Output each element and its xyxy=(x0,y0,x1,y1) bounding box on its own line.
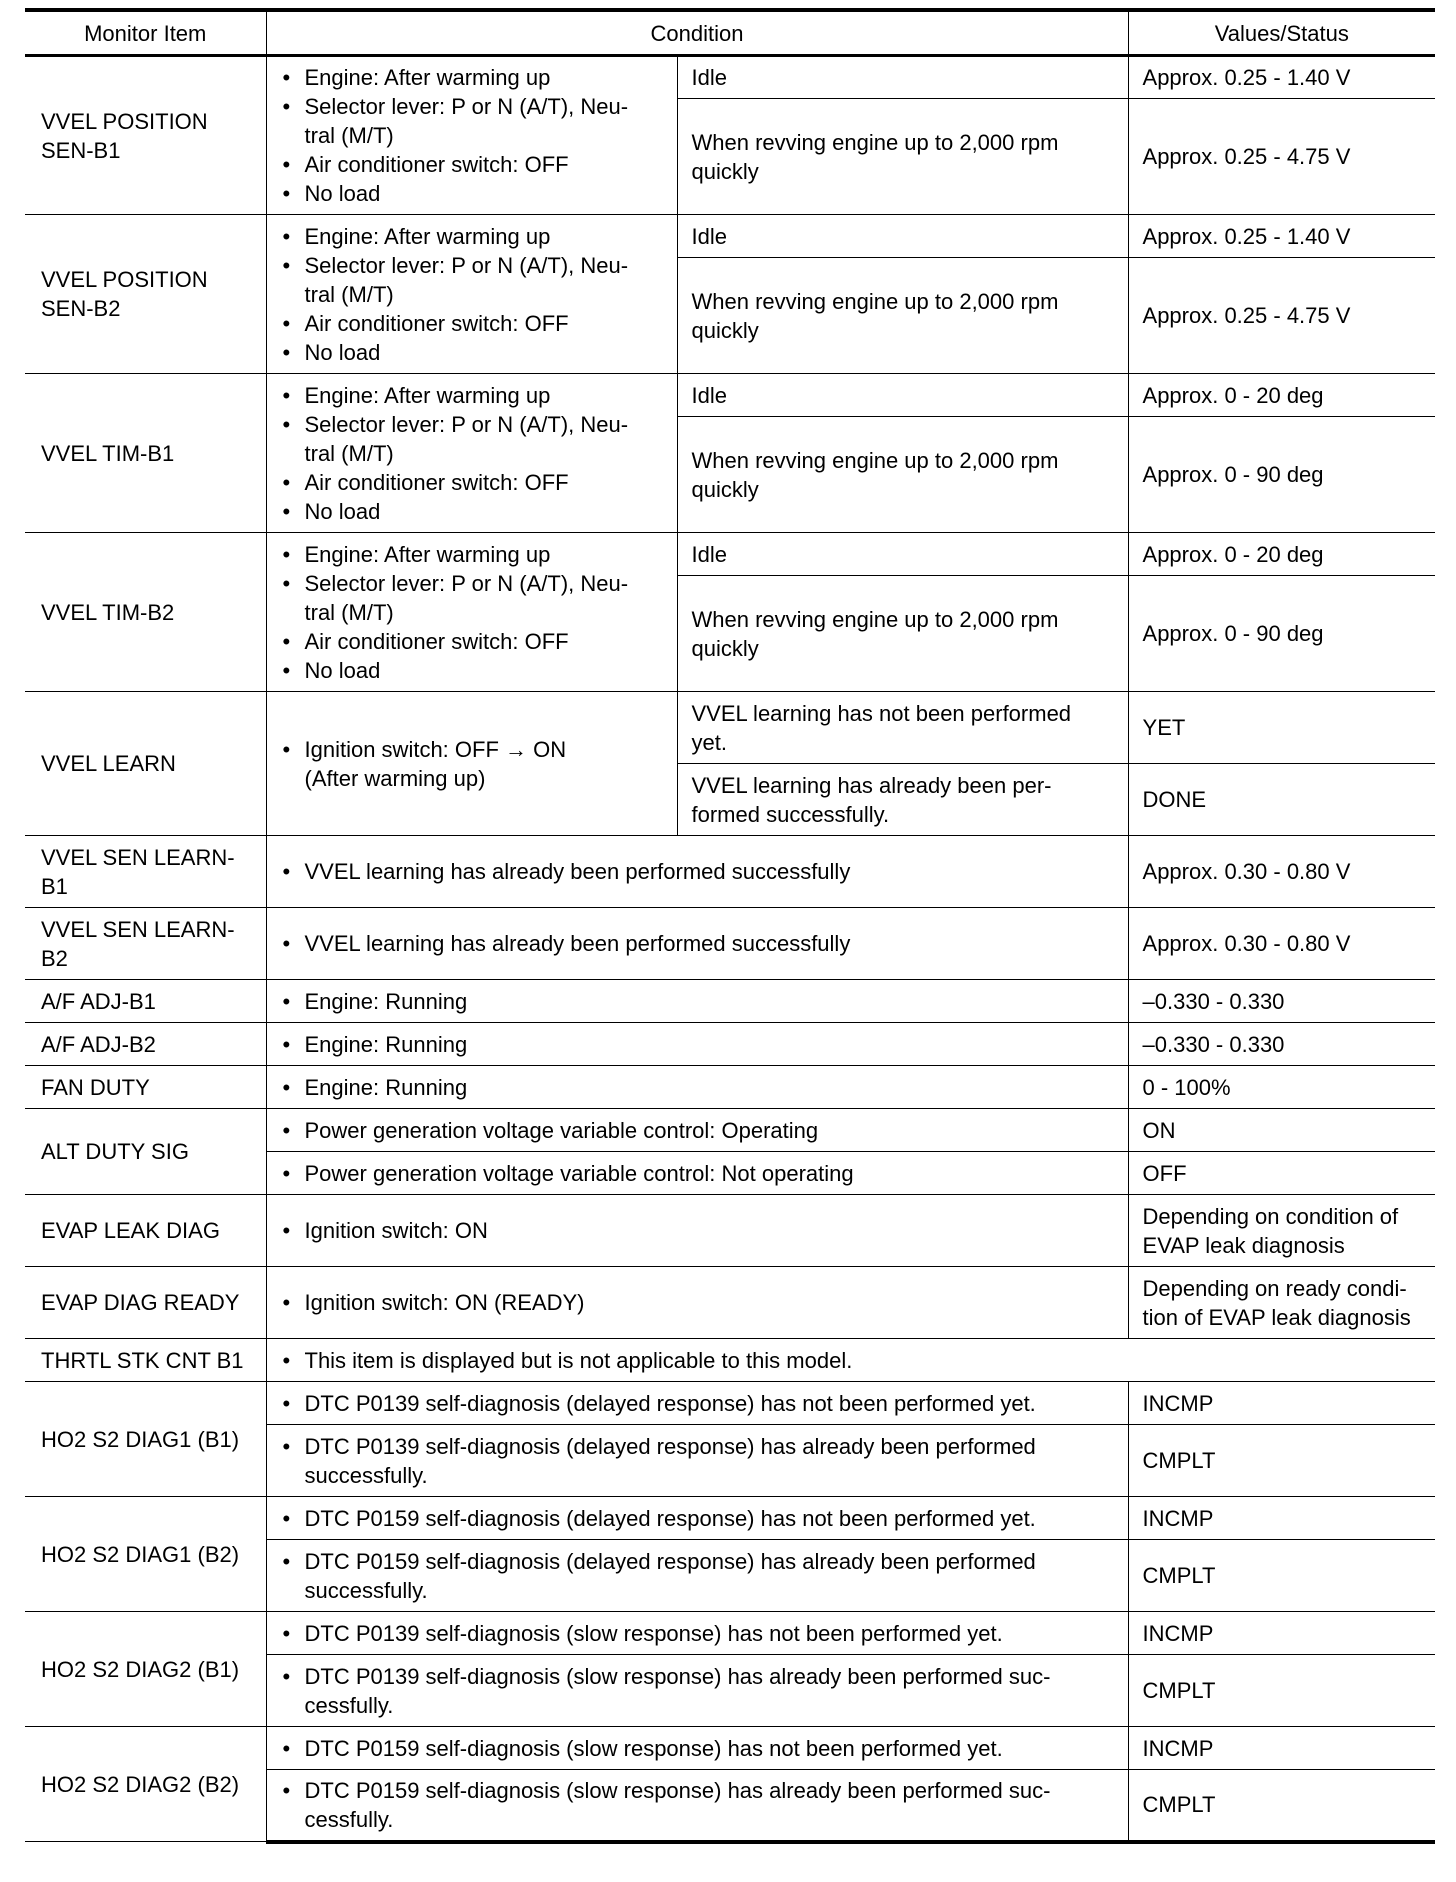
condition-bullet: • Engine: After warming up xyxy=(281,63,663,92)
value-cell: CMPLT xyxy=(1128,1425,1435,1497)
value-cell: CMPLT xyxy=(1128,1770,1435,1842)
value-cell: Approx. 0.30 - 0.80 V xyxy=(1128,908,1435,980)
table-row xyxy=(25,1727,1435,1770)
condition-cell xyxy=(266,1109,1128,1152)
sub-condition-cell: When revving engine up to 2,000 rpm quickly xyxy=(677,417,1128,533)
value-cell: CMPLT xyxy=(1128,1540,1435,1612)
table-row xyxy=(25,1612,1435,1655)
condition-bullet: • DTC P0139 self-diagnosis (delayed response) has not been performed yet. xyxy=(281,1389,1114,1418)
value-cell: Approx. 0 - 90 deg xyxy=(1128,417,1435,533)
monitor-item-cell: VVEL SEN LEARN- B2 xyxy=(25,908,266,980)
condition-bullet: • DTC P0159 self-diagnosis (slow response) has not been performed yet. xyxy=(281,1734,1114,1763)
sub-condition-cell: Idle xyxy=(677,533,1128,576)
condition-cell xyxy=(266,56,677,215)
sub-condition-cell: Idle xyxy=(677,374,1128,417)
condition-bullet: • Engine: Running xyxy=(281,987,1114,1016)
condition-cell xyxy=(266,908,1128,980)
monitor-item-cell: FAN DUTY xyxy=(25,1066,266,1109)
sub-condition-cell: Idle xyxy=(677,56,1128,99)
condition-bullet: • Engine: After warming up xyxy=(281,540,663,569)
sub-condition-cell: When revving engine up to 2,000 rpm quickly xyxy=(677,258,1128,374)
value-cell: Approx. 0.25 - 1.40 V xyxy=(1128,215,1435,258)
condition-cell xyxy=(266,836,1128,908)
value-cell: Approx. 0.30 - 0.80 V xyxy=(1128,836,1435,908)
value-cell: CMPLT xyxy=(1128,1655,1435,1727)
condition-bullet: • DTC P0159 self-diagnosis (delayed response) has not been performed yet. xyxy=(281,1504,1114,1533)
condition-cell xyxy=(266,1267,1128,1339)
table-row xyxy=(25,1267,1435,1339)
condition-cell xyxy=(266,533,677,692)
condition-bullet: • DTC P0139 self-diagnosis (slow response) has not been performed yet. xyxy=(281,1619,1114,1648)
condition-cell xyxy=(266,692,677,836)
value-cell: Approx. 0.25 - 1.40 V xyxy=(1128,56,1435,99)
header-condition: Condition xyxy=(266,10,1128,56)
sub-condition-cell: Idle xyxy=(677,215,1128,258)
condition-cell xyxy=(266,1382,1128,1425)
condition-bullet: • Engine: After warming up xyxy=(281,222,663,251)
condition-cell xyxy=(266,215,677,374)
condition-cell xyxy=(266,980,1128,1023)
value-cell: Approx. 0.25 - 4.75 V xyxy=(1128,258,1435,374)
monitor-item-cell: VVEL POSITION SEN-B1 xyxy=(25,56,266,215)
value-cell: –0.330 - 0.330 xyxy=(1128,1023,1435,1066)
monitor-item-cell: HO2 S2 DIAG1 (B2) xyxy=(25,1497,266,1612)
monitor-item-cell: VVEL LEARN xyxy=(25,692,266,836)
condition-bullet: • No load xyxy=(281,497,663,526)
condition-cell xyxy=(266,1152,1128,1195)
value-cell: DONE xyxy=(1128,764,1435,836)
condition-bullet: • Engine: After warming up xyxy=(281,381,663,410)
monitor-item-cell: EVAP LEAK DIAG xyxy=(25,1195,266,1267)
table-row xyxy=(25,1066,1435,1109)
condition-bullet: • Air conditioner switch: OFF xyxy=(281,309,663,338)
condition-bullet: • No load xyxy=(281,338,663,367)
condition-bullet: • VVEL learning has already been performed successfully xyxy=(281,857,1114,886)
condition-bullet: • Air conditioner switch: OFF xyxy=(281,468,663,497)
condition-bullet: • Ignition switch: ON (READY) xyxy=(281,1288,1114,1317)
header-values-status: Values/Status xyxy=(1128,10,1435,56)
condition-cell xyxy=(266,1425,1128,1497)
condition-bullet: • Air conditioner switch: OFF xyxy=(281,627,663,656)
table-row xyxy=(25,692,1435,764)
condition-bullet: • VVEL learning has already been performed successfully xyxy=(281,929,1114,958)
condition-cell xyxy=(266,1339,1435,1382)
monitor-item-cell: EVAP DIAG READY xyxy=(25,1267,266,1339)
table-row xyxy=(25,1109,1435,1152)
condition-bullet: • Selector lever: P or N (A/T), Neu- tral (M/T) xyxy=(281,251,663,309)
condition-bullet: • DTC P0159 self-diagnosis (slow response) has already been performed suc- cessfully. xyxy=(281,1776,1114,1834)
condition-bullet: • Engine: Running xyxy=(281,1073,1114,1102)
condition-bullet: • No load xyxy=(281,179,663,208)
value-cell: Approx. 0.25 - 4.75 V xyxy=(1128,99,1435,215)
monitor-item-table xyxy=(25,8,1435,1844)
value-cell: ON xyxy=(1128,1109,1435,1152)
monitor-item-cell: VVEL SEN LEARN- B1 xyxy=(25,836,266,908)
condition-cell xyxy=(266,1195,1128,1267)
table-row xyxy=(25,1382,1435,1425)
table-row xyxy=(25,1023,1435,1066)
value-cell: Approx. 0 - 20 deg xyxy=(1128,533,1435,576)
value-cell: Depending on condition of EVAP leak diagnosis xyxy=(1128,1195,1435,1267)
condition-cell xyxy=(266,1655,1128,1727)
monitor-item-cell: A/F ADJ-B2 xyxy=(25,1023,266,1066)
table-row xyxy=(25,374,1435,417)
value-cell: YET xyxy=(1128,692,1435,764)
sub-condition-cell: When revving engine up to 2,000 rpm quickly xyxy=(677,576,1128,692)
header-monitor-item: Monitor Item xyxy=(25,10,266,56)
value-cell: INCMP xyxy=(1128,1497,1435,1540)
value-cell: INCMP xyxy=(1128,1612,1435,1655)
condition-cell xyxy=(266,1727,1128,1770)
condition-cell xyxy=(266,1612,1128,1655)
condition-bullet: • Selector lever: P or N (A/T), Neu- tral (M/T) xyxy=(281,410,663,468)
condition-bullet: • Ignition switch: ON xyxy=(281,1216,1114,1245)
monitor-item-cell: A/F ADJ-B1 xyxy=(25,980,266,1023)
condition-bullet: • Power generation voltage variable control: Not operating xyxy=(281,1159,1114,1188)
monitor-item-cell: HO2 S2 DIAG2 (B1) xyxy=(25,1612,266,1727)
monitor-item-cell: VVEL TIM-B2 xyxy=(25,533,266,692)
condition-bullet: • DTC P0139 self-diagnosis (delayed response) has already been performed successfully. xyxy=(281,1432,1114,1490)
header-row xyxy=(25,10,1435,56)
table-row xyxy=(25,215,1435,258)
value-cell: Approx. 0 - 20 deg xyxy=(1128,374,1435,417)
table-row xyxy=(25,533,1435,576)
monitor-item-cell: VVEL POSITION SEN-B2 xyxy=(25,215,266,374)
condition-bullet: • DTC P0159 self-diagnosis (delayed response) has already been performed successfully. xyxy=(281,1547,1114,1605)
condition-bullet: • Selector lever: P or N (A/T), Neu- tral (M/T) xyxy=(281,92,663,150)
value-cell: –0.330 - 0.330 xyxy=(1128,980,1435,1023)
sub-condition-cell: When revving engine up to 2,000 rpm quickly xyxy=(677,99,1128,215)
table-row xyxy=(25,56,1435,99)
condition-cell xyxy=(266,374,677,533)
condition-bullet: • Engine: Running xyxy=(281,1030,1114,1059)
condition-cell xyxy=(266,1497,1128,1540)
monitor-item-cell: THRTL STK CNT B1 xyxy=(25,1339,266,1382)
table-row xyxy=(25,1497,1435,1540)
table-row xyxy=(25,908,1435,980)
condition-bullet: • No load xyxy=(281,656,663,685)
monitor-item-cell: VVEL TIM-B1 xyxy=(25,374,266,533)
condition-cell xyxy=(266,1770,1128,1842)
condition-bullet: • Selector lever: P or N (A/T), Neu- tral (M/T) xyxy=(281,569,663,627)
value-cell: Approx. 0 - 90 deg xyxy=(1128,576,1435,692)
value-cell: INCMP xyxy=(1128,1727,1435,1770)
value-cell: 0 - 100% xyxy=(1128,1066,1435,1109)
condition-bullet: • Air conditioner switch: OFF xyxy=(281,150,663,179)
value-cell: INCMP xyxy=(1128,1382,1435,1425)
condition-bullet: • DTC P0139 self-diagnosis (slow response) has already been performed suc- cessfully. xyxy=(281,1662,1114,1720)
value-cell: Depending on ready condi- tion of EVAP leak diagnosis xyxy=(1128,1267,1435,1339)
condition-cell xyxy=(266,1540,1128,1612)
condition-cell xyxy=(266,1023,1128,1066)
condition-cell xyxy=(266,1066,1128,1109)
condition-bullet: • Power generation voltage variable control: Operating xyxy=(281,1116,1114,1145)
sub-condition-cell: VVEL learning has already been per- formed successfully. xyxy=(677,764,1128,836)
table-row xyxy=(25,836,1435,908)
monitor-item-cell: HO2 S2 DIAG2 (B2) xyxy=(25,1727,266,1842)
monitor-item-cell: ALT DUTY SIG xyxy=(25,1109,266,1195)
table-row xyxy=(25,980,1435,1023)
condition-bullet: • This item is displayed but is not applicable to this model. xyxy=(281,1346,1422,1375)
sub-condition-cell: VVEL learning has not been performed yet. xyxy=(677,692,1128,764)
table-row xyxy=(25,1339,1435,1382)
condition-bullet: • Ignition switch: OFF → ON (After warming up) xyxy=(281,735,663,793)
value-cell: OFF xyxy=(1128,1152,1435,1195)
table-row xyxy=(25,1195,1435,1267)
monitor-item-cell: HO2 S2 DIAG1 (B1) xyxy=(25,1382,266,1497)
